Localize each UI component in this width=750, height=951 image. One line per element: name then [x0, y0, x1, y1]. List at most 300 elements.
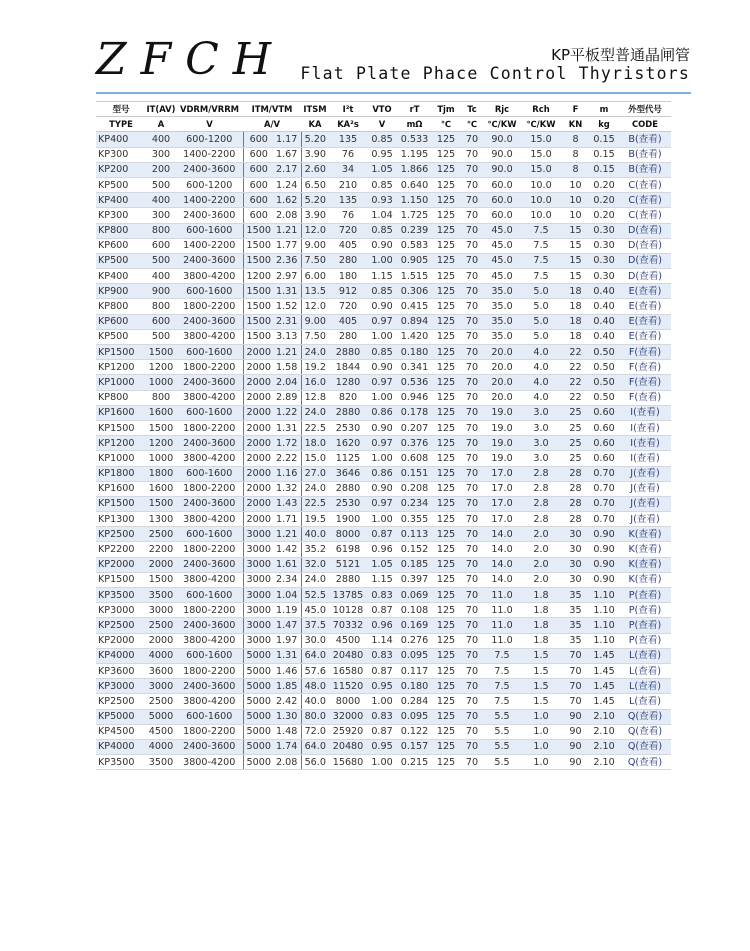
view-outline-link[interactable]: F(查看) — [628, 361, 662, 373]
table-cell: 12.8 — [301, 390, 329, 405]
table-cell: 2.8 — [520, 496, 562, 511]
view-outline-link[interactable]: K(查看) — [628, 559, 662, 571]
table-cell: 0.180 — [397, 345, 432, 360]
table-cell: 5.5 — [484, 724, 520, 739]
table-cell: 125 — [432, 663, 460, 678]
table-cell: 45.0 — [301, 603, 329, 618]
table-cell: 1300 — [146, 512, 176, 527]
table-cell: 3500 — [146, 755, 176, 770]
table-cell: 22.5 — [301, 420, 329, 435]
table-cell: 1500 — [146, 572, 176, 587]
table-cell: 0.97 — [367, 375, 397, 390]
table-cell: 18 — [562, 299, 589, 314]
outline-code-cell — [619, 542, 671, 557]
table-cell: 76 — [329, 147, 367, 162]
table-cell: 5000 — [243, 663, 274, 678]
view-outline-link[interactable]: C(查看) — [628, 194, 662, 206]
table-cell: 0.90 — [367, 481, 397, 496]
table-cell: 17.0 — [484, 496, 520, 511]
table-cell: 1500 — [243, 284, 274, 299]
table-cell: 5000 — [243, 648, 274, 663]
table-cell: 125 — [432, 177, 460, 192]
table-cell: 22 — [562, 345, 589, 360]
table-cell: 6.00 — [301, 269, 329, 284]
table-cell: 2000 — [243, 466, 274, 481]
table-row — [96, 147, 671, 162]
table-cell: 70 — [460, 572, 484, 587]
table-cell: 0.97 — [367, 496, 397, 511]
table-cell: 3000 — [243, 618, 274, 633]
table-row — [96, 253, 671, 268]
table-cell: 1.0 — [520, 709, 562, 724]
view-outline-link[interactable]: L(查看) — [628, 650, 662, 662]
table-cell: 8 — [562, 147, 589, 162]
table-cell: 125 — [432, 314, 460, 329]
table-cell: 1.15 — [367, 572, 397, 587]
table-cell: 0.169 — [397, 618, 432, 633]
table-cell: 180 — [329, 269, 367, 284]
table-cell: 0.90 — [367, 299, 397, 314]
table-cell: 2.08 — [274, 208, 301, 223]
table-cell: 1.0 — [520, 724, 562, 739]
table-cell: 3.13 — [274, 329, 301, 344]
table-cell: 125 — [432, 572, 460, 587]
view-outline-link[interactable]: L(查看) — [628, 695, 662, 707]
view-outline-link[interactable]: E(查看) — [628, 285, 662, 297]
view-outline-link[interactable]: F(查看) — [628, 346, 662, 358]
table-cell: 0.95 — [367, 679, 397, 694]
table-cell: 0.583 — [397, 238, 432, 253]
table-cell: 0.87 — [367, 603, 397, 618]
table-cell: 0.70 — [589, 512, 619, 527]
table-cell: 720 — [329, 299, 367, 314]
table-cell: 70 — [460, 481, 484, 496]
view-outline-link[interactable]: I(查看) — [630, 422, 660, 434]
view-outline-link[interactable]: P(查看) — [628, 635, 662, 647]
table-cell: 18 — [562, 314, 589, 329]
title-chinese: KP平板型普通晶闸管 — [551, 46, 690, 64]
table-cell: KP1200 — [96, 436, 146, 451]
table-cell: 45.0 — [484, 223, 520, 238]
view-outline-link[interactable]: I(查看) — [630, 407, 660, 419]
table-cell: 0.96 — [367, 618, 397, 633]
outline-code-cell — [619, 238, 671, 253]
outline-code-cell — [619, 162, 671, 177]
table-cell: 1800-2200 — [176, 603, 243, 618]
table-cell: 8 — [562, 162, 589, 177]
table-cell: 37.5 — [301, 618, 329, 633]
table-cell: 1.00 — [367, 694, 397, 709]
table-cell: 35.2 — [301, 542, 329, 557]
table-cell: 70 — [460, 329, 484, 344]
table-cell: KP4500 — [96, 724, 146, 739]
table-cell: 0.85 — [367, 177, 397, 192]
table-cell: 2.10 — [589, 709, 619, 724]
outline-code-cell — [619, 284, 671, 299]
table-cell: 70 — [460, 694, 484, 709]
header-cell: F — [562, 102, 589, 117]
table-cell: 125 — [432, 633, 460, 648]
table-cell: KP3000 — [96, 603, 146, 618]
table-cell: 2.17 — [274, 162, 301, 177]
table-cell: 125 — [432, 345, 460, 360]
table-cell: 1.8 — [520, 618, 562, 633]
table-cell: 4.0 — [520, 345, 562, 360]
table-cell: 70 — [460, 436, 484, 451]
table-row — [96, 618, 671, 633]
table-cell: 35 — [562, 618, 589, 633]
table-cell: 1.19 — [274, 603, 301, 618]
unit-cell: kg — [589, 117, 619, 132]
view-outline-link[interactable]: J(查看) — [630, 483, 660, 495]
table-cell: 18.0 — [301, 436, 329, 451]
table-cell: 600-1600 — [176, 709, 243, 724]
view-outline-link[interactable]: D(查看) — [627, 225, 663, 237]
table-cell: 125 — [432, 162, 460, 177]
table-cell: KP1600 — [96, 405, 146, 420]
table-cell: 20480 — [329, 648, 367, 663]
table-cell: 90 — [562, 755, 589, 770]
table-cell: 2000 — [243, 405, 274, 420]
view-outline-link[interactable]: J(查看) — [630, 498, 660, 510]
table-cell: 900 — [146, 284, 176, 299]
outline-code-cell — [619, 588, 671, 603]
table-cell: 11.0 — [484, 588, 520, 603]
table-cell: 27.0 — [301, 466, 329, 481]
table-cell: 0.40 — [589, 299, 619, 314]
table-cell: 1.74 — [274, 739, 301, 754]
unit-cell: ℃ — [460, 117, 484, 132]
table-cell: 19.0 — [484, 420, 520, 435]
view-outline-link[interactable]: B(查看) — [628, 164, 662, 176]
table-cell: 7.5 — [520, 238, 562, 253]
view-outline-link[interactable]: Q(查看) — [627, 711, 663, 723]
table-cell: 2.22 — [274, 451, 301, 466]
table-cell: 70 — [460, 420, 484, 435]
view-outline-link[interactable]: D(查看) — [627, 240, 663, 252]
table-cell: KP2500 — [96, 694, 146, 709]
table-cell: 0.15 — [589, 147, 619, 162]
table-cell: 125 — [432, 724, 460, 739]
table-cell: 0.60 — [589, 420, 619, 435]
table-cell: 1.10 — [589, 633, 619, 648]
table-cell: 25920 — [329, 724, 367, 739]
table-row — [96, 481, 671, 496]
table-cell: 1.22 — [274, 405, 301, 420]
table-row — [96, 496, 671, 511]
table-cell: 125 — [432, 193, 460, 208]
table-cell: 3000 — [146, 603, 176, 618]
table-cell: 0.20 — [589, 208, 619, 223]
outline-code-cell — [619, 739, 671, 754]
view-outline-link[interactable]: K(查看) — [628, 544, 662, 556]
table-cell: 0.946 — [397, 390, 432, 405]
table-row — [96, 299, 671, 314]
table-cell: 5000 — [146, 709, 176, 724]
table-cell: 18 — [562, 329, 589, 344]
table-cell: 5000 — [243, 739, 274, 754]
table-cell: 0.178 — [397, 405, 432, 420]
table-cell: 2400-3600 — [176, 679, 243, 694]
table-cell: 0.397 — [397, 572, 432, 587]
table-cell: 1.45 — [589, 694, 619, 709]
table-cell: 35.0 — [484, 299, 520, 314]
table-cell: 0.113 — [397, 527, 432, 542]
table-cell: 0.60 — [589, 405, 619, 420]
table-cell: 1200 — [146, 360, 176, 375]
table-row — [96, 557, 671, 572]
table-row — [96, 329, 671, 344]
table-cell: 1600 — [146, 481, 176, 496]
table-cell: 0.50 — [589, 375, 619, 390]
table-cell: 1800-2200 — [176, 481, 243, 496]
view-outline-link[interactable]: I(查看) — [630, 452, 660, 464]
table-cell: 2400-3600 — [176, 739, 243, 754]
view-outline-link[interactable]: B(查看) — [628, 149, 662, 161]
table-cell: 35.0 — [484, 314, 520, 329]
table-cell: 3800-4200 — [176, 572, 243, 587]
table-cell: 70 — [460, 147, 484, 162]
table-cell: 15 — [562, 253, 589, 268]
table-cell: 1.05 — [367, 162, 397, 177]
table-cell: 70 — [460, 648, 484, 663]
outline-code-cell — [619, 648, 671, 663]
table-cell: 1.97 — [274, 633, 301, 648]
view-outline-link[interactable]: Q(查看) — [627, 741, 663, 753]
view-outline-link[interactable]: Q(查看) — [627, 756, 663, 768]
view-outline-link[interactable]: J(查看) — [630, 468, 660, 480]
table-cell: 2000 — [243, 420, 274, 435]
view-outline-link[interactable]: P(查看) — [628, 604, 662, 616]
table-cell: 1844 — [329, 360, 367, 375]
view-outline-link[interactable]: P(查看) — [628, 589, 662, 601]
table-cell: 20.0 — [484, 390, 520, 405]
table-cell: 280 — [329, 329, 367, 344]
view-outline-link[interactable]: J(查看) — [630, 513, 660, 525]
table-cell: 35 — [562, 603, 589, 618]
view-outline-link[interactable]: C(查看) — [628, 209, 662, 221]
table-cell: 60.0 — [484, 193, 520, 208]
table-cell: 0.215 — [397, 755, 432, 770]
table-cell: 1.21 — [274, 223, 301, 238]
table-cell: 13.5 — [301, 284, 329, 299]
table-cell: 14.0 — [484, 572, 520, 587]
table-cell: 70 — [562, 694, 589, 709]
table-cell: 70 — [460, 345, 484, 360]
outline-code-cell — [619, 481, 671, 496]
table-cell: 2000 — [243, 375, 274, 390]
table-cell: 15 — [562, 269, 589, 284]
table-cell: 125 — [432, 420, 460, 435]
table-cell: 1.15 — [367, 269, 397, 284]
table-cell: 11.0 — [484, 603, 520, 618]
table-cell: 2400-3600 — [176, 496, 243, 511]
table-cell: 70 — [460, 466, 484, 481]
table-cell: 0.95 — [367, 739, 397, 754]
table-cell: 4.0 — [520, 360, 562, 375]
table-cell: 125 — [432, 618, 460, 633]
table-cell: 600-1600 — [176, 588, 243, 603]
table-row — [96, 390, 671, 405]
view-outline-link[interactable]: E(查看) — [628, 316, 662, 328]
view-outline-link[interactable]: D(查看) — [627, 255, 663, 267]
table-cell: 1800-2200 — [176, 299, 243, 314]
table-cell: 16580 — [329, 663, 367, 678]
table-cell: 2000 — [243, 512, 274, 527]
table-cell: 2000 — [243, 390, 274, 405]
table-cell: 11520 — [329, 679, 367, 694]
view-outline-link[interactable]: D(查看) — [627, 270, 663, 282]
view-outline-link[interactable]: K(查看) — [628, 574, 662, 586]
view-outline-link[interactable]: E(查看) — [628, 331, 662, 343]
table-cell: 13785 — [329, 588, 367, 603]
table-cell: KP2200 — [96, 542, 146, 557]
view-outline-link[interactable]: E(查看) — [628, 301, 662, 313]
table-cell: 1500 — [146, 420, 176, 435]
table-cell: 1.10 — [589, 618, 619, 633]
table-cell: 15680 — [329, 755, 367, 770]
table-cell: 3800-4200 — [176, 633, 243, 648]
outline-code-cell — [619, 390, 671, 405]
table-cell: 600 — [146, 314, 176, 329]
table-cell: 1.515 — [397, 269, 432, 284]
table-cell: 2200 — [146, 542, 176, 557]
table-cell: 52.5 — [301, 588, 329, 603]
table-cell: 2400-3600 — [176, 557, 243, 572]
view-outline-link[interactable]: P(查看) — [628, 619, 662, 631]
table-cell: 2.42 — [274, 694, 301, 709]
view-outline-link[interactable]: F(查看) — [628, 376, 662, 388]
table-cell: 2880 — [329, 481, 367, 496]
table-cell: 1600 — [146, 405, 176, 420]
view-outline-link[interactable]: L(查看) — [628, 680, 662, 692]
outline-code-cell — [619, 132, 671, 147]
outline-code-cell — [619, 496, 671, 511]
outline-code-cell — [619, 405, 671, 420]
table-cell: 2.8 — [520, 481, 562, 496]
table-cell: 24.0 — [301, 405, 329, 420]
table-cell: 1.48 — [274, 724, 301, 739]
table-cell: 0.60 — [589, 436, 619, 451]
table-cell: 125 — [432, 451, 460, 466]
table-cell: 0.85 — [367, 132, 397, 147]
table-row — [96, 360, 671, 375]
view-outline-link[interactable]: B(查看) — [628, 133, 662, 145]
view-outline-link[interactable]: K(查看) — [628, 528, 662, 540]
outline-code-cell — [619, 177, 671, 192]
thyristor-spec-table — [96, 101, 671, 770]
table-cell: 3000 — [243, 557, 274, 572]
table-cell: 0.40 — [589, 329, 619, 344]
table-row — [96, 405, 671, 420]
table-cell: 0.30 — [589, 253, 619, 268]
outline-code-cell — [619, 223, 671, 238]
table-cell: 2400-3600 — [176, 436, 243, 451]
table-cell: 0.95 — [367, 147, 397, 162]
table-cell: 0.50 — [589, 360, 619, 375]
table-cell: 0.50 — [589, 390, 619, 405]
table-cell: 10 — [562, 193, 589, 208]
table-cell: 10.0 — [520, 193, 562, 208]
table-cell: 70 — [460, 603, 484, 618]
table-cell: 3000 — [243, 633, 274, 648]
table-cell: 1500 — [243, 253, 274, 268]
table-cell: 3600 — [146, 663, 176, 678]
table-cell: 22.5 — [301, 496, 329, 511]
view-outline-link[interactable]: F(查看) — [628, 392, 662, 404]
table-cell: 800 — [146, 390, 176, 405]
table-cell: 1800 — [146, 466, 176, 481]
outline-code-cell — [619, 451, 671, 466]
table-cell: 0.894 — [397, 314, 432, 329]
header-cell: ITSM — [301, 102, 329, 117]
table-cell: 5.0 — [520, 284, 562, 299]
table-cell: 1500 — [243, 223, 274, 238]
table-cell: 2530 — [329, 420, 367, 435]
table-cell: 1.866 — [397, 162, 432, 177]
table-cell: 5.20 — [301, 193, 329, 208]
unit-cell: A — [146, 117, 176, 132]
table-cell: KP400 — [96, 269, 146, 284]
table-cell: 0.276 — [397, 633, 432, 648]
table-cell: 0.355 — [397, 512, 432, 527]
table-cell: 125 — [432, 299, 460, 314]
table-cell: 1.8 — [520, 603, 562, 618]
view-outline-link[interactable]: L(查看) — [628, 665, 662, 677]
table-cell: 70 — [460, 253, 484, 268]
table-cell: 1800-2200 — [176, 663, 243, 678]
outline-code-cell — [619, 436, 671, 451]
table-body — [96, 132, 671, 770]
outline-code-cell — [619, 360, 671, 375]
table-cell: 34 — [329, 162, 367, 177]
header-cell: Rjc — [484, 102, 520, 117]
view-outline-link[interactable]: Q(查看) — [627, 726, 663, 738]
table-cell: 2.89 — [274, 390, 301, 405]
view-outline-link[interactable]: I(查看) — [630, 437, 660, 449]
table-cell: KP500 — [96, 253, 146, 268]
table-cell: 90.0 — [484, 132, 520, 147]
outline-code-cell — [619, 679, 671, 694]
table-cell: 2.8 — [520, 512, 562, 527]
units-row — [96, 117, 671, 132]
table-cell: 300 — [146, 208, 176, 223]
table-cell: KP400 — [96, 193, 146, 208]
table-cell: 405 — [329, 314, 367, 329]
table-cell: 1.8 — [520, 633, 562, 648]
header-cell: VDRM/VRRM — [176, 102, 243, 117]
table-cell: 1.42 — [274, 542, 301, 557]
table-cell: 2.0 — [520, 542, 562, 557]
table-cell: 500 — [146, 329, 176, 344]
table-cell: 1500 — [146, 345, 176, 360]
table-cell: 0.70 — [589, 496, 619, 511]
outline-code-cell — [619, 299, 671, 314]
table-cell: 10.0 — [520, 208, 562, 223]
table-cell: 12.0 — [301, 223, 329, 238]
table-cell: 0.905 — [397, 253, 432, 268]
view-outline-link[interactable]: C(查看) — [628, 179, 662, 191]
table-cell: 35 — [562, 588, 589, 603]
table-cell: 5.0 — [520, 329, 562, 344]
outline-code-cell — [619, 147, 671, 162]
table-cell: 0.533 — [397, 132, 432, 147]
table-cell: 76 — [329, 208, 367, 223]
table-cell: 0.90 — [589, 557, 619, 572]
table-cell: 24.0 — [301, 345, 329, 360]
outline-code-cell — [619, 253, 671, 268]
table-cell: 500 — [146, 253, 176, 268]
